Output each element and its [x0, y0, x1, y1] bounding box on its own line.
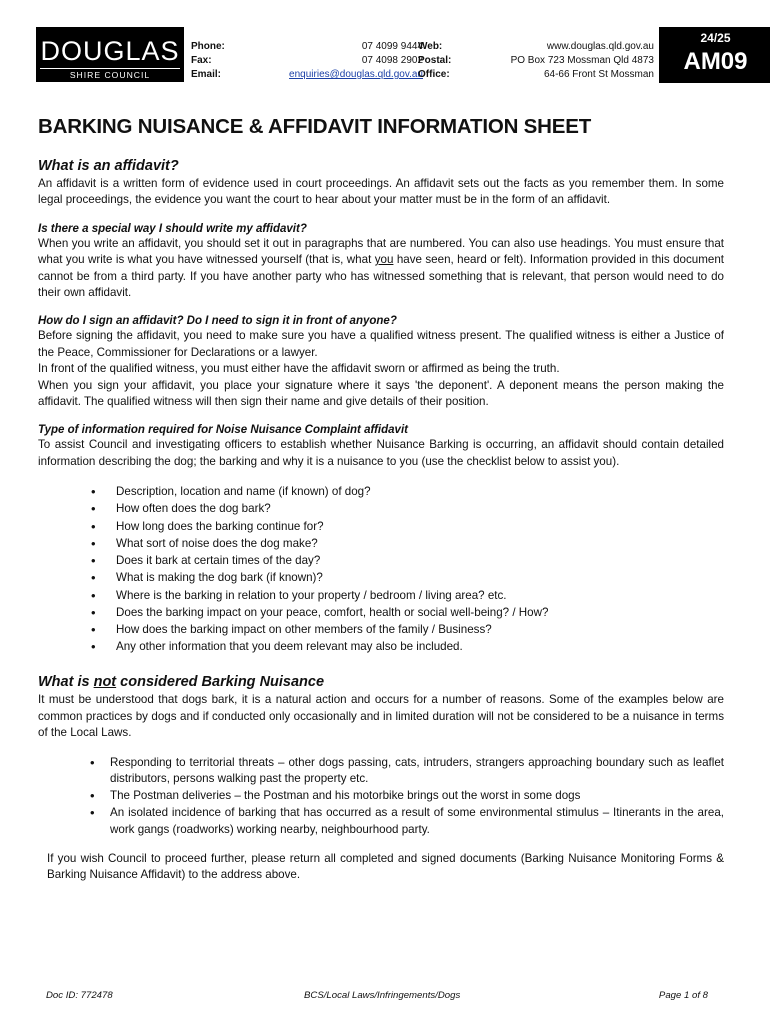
web-value: www.douglas.qld.gov.au: [546, 41, 654, 52]
section-heading-information-required: Type of information required for Noise Nuisance Complaint affidavit: [38, 424, 408, 437]
section-heading-not-nuisance: What is not considered Barking Nuisance: [38, 674, 325, 691]
doc-path: BCS/Local Laws/Infringements/Dogs: [304, 990, 461, 1001]
fax-row: [191, 54, 423, 68]
postal-row: [418, 54, 654, 68]
form-code: AM09: [683, 48, 748, 75]
phone-label: Phone:: [191, 41, 225, 52]
section-text-how-to-write: When you write an affidavit, you should set it out in paragraphs that are numbered. You can also use headings. You must ensure that what you write is what you have witnessed yourself (that is, what you have seen, heard or felt). Information provided in this document cannot be from a third party. If you have another party who has witnessed something that is relevant, that person would need to do their own affidavit.: [38, 236, 724, 300]
list-item: • Does the barking impact on your peace, comfort, health or social well-being? / How?: [116, 604, 724, 621]
phone-row: [191, 40, 423, 54]
page-title: BARKING NUISANCE & AFFIDAVIT INFORMATION SHEET: [38, 115, 592, 138]
list-item: • How does the barking impact on other members of the family / Business?: [116, 621, 724, 638]
fax-value: 07 4098 2902: [361, 55, 423, 66]
section-heading-affidavit: What is an affidavit?: [38, 158, 179, 174]
list-item: • The Postman deliveries – the Postman and his motorbike brings out the worst in some dogs: [110, 788, 724, 805]
phone-value: 07 4099 9444: [361, 41, 423, 52]
form-code-box: [659, 27, 770, 83]
examples-list: [38, 755, 724, 839]
document-body: [38, 110, 724, 883]
list-item: • What sort of noise does the dog make?: [116, 535, 724, 552]
web-row: [418, 40, 654, 54]
list-item: • An isolated incidence of barking that has occurred as a result of some environmental stimulus – Itinerants in the area, work gangs (roadworks) working nearby, neighbourhood party.: [110, 805, 724, 839]
douglas-shire-council-logo: [36, 27, 184, 82]
section-heading-how-to-write: Is there a special way I should write my affidavit?: [38, 222, 307, 235]
email-label: Email:: [191, 69, 222, 80]
logo-text-top: DOUGLAS: [40, 36, 180, 66]
fax-label: Fax:: [191, 55, 212, 66]
list-item: • What is making the dog bark (if known)?: [116, 569, 724, 586]
list-item: • Does it bark at certain times of the day?: [116, 552, 724, 569]
office-row: [418, 68, 654, 82]
section-text-sign-3: When you sign your affidavit, you place your signature where it says 'the deponent'. A deponent means the person making the affidavit. The qualified witness will then sign their name and give details of their position.: [38, 378, 724, 409]
logo-text-bottom: SHIRE COUNCIL: [40, 68, 180, 81]
postal-value: PO Box 723 Mossman Qld 4873: [510, 55, 654, 66]
list-item: • Responding to territorial threats – other dogs passing, cats, intruders, strangers approaching boundary such as leaflet distributors, persons walking past the property etc.: [110, 755, 724, 789]
email-link[interactable]: enquiries@douglas.qld.gov.au: [289, 69, 423, 80]
section-heading-how-to-sign: How do I sign an affidavit? Do I need to sign it in front of anyone?: [38, 315, 397, 328]
section-text-affidavit: An affidavit is a written form of evidence used in court proceedings. An affidavit sets out the facts as you remember them. In some legal proceedings, the evidence you want the court to hear about your matter must be in the form of an affidavit.: [38, 177, 724, 207]
list-item: • Where is the barking in relation to your property / bedroom / living area? etc.: [116, 587, 724, 604]
page-header: [36, 27, 770, 83]
section-text-not-nuisance: It must be understood that dogs bark, it is a natural action and occurs for a number of reasons. Some of the examples below are common practices by dogs and if conducted only occasionally and in limited duration will not be considered to be a nuisance in terms of the Local Laws.: [38, 693, 724, 740]
list-item: • How often does the dog bark?: [116, 500, 724, 517]
page-number: Page 1 of 8: [658, 990, 708, 1001]
form-year: 24/25: [700, 31, 731, 45]
email-row: [191, 68, 423, 82]
list-item: • Any other information that you deem relevant may also be included.: [116, 638, 724, 655]
contact-block-right: [418, 40, 654, 82]
section-text-sign-2: In front of the qualified witness, you must either have the affidavit sworn or affirmed as being the truth.: [38, 362, 560, 376]
checklist: [38, 483, 724, 655]
list-item: • Description, location and name (if known) of dog?: [116, 483, 724, 500]
list-item: • How long does the barking continue for?: [116, 518, 724, 535]
doc-id: Doc ID: 772478: [46, 990, 113, 1001]
closing-paragraph: If you wish Council to proceed further, please return all completed and signed documents (Barking Nuisance Monitoring Forms & Barking Nuisance Affidavit) to the address above.: [47, 851, 724, 881]
office-value: 64-66 Front St Mossman: [543, 69, 654, 80]
web-label: Web:: [418, 41, 443, 52]
section-text-information-required: To assist Council and investigating officers to establish whether Nuisance Barking is occurring, an affidavit should contain detailed information describing the dog; the barking and why it is a nuisance to you (use the checklist below to assist you).: [38, 438, 724, 468]
postal-label: Postal:: [418, 55, 452, 66]
office-label: Office:: [418, 69, 450, 80]
section-text-sign-1: Before signing the affidavit, you need to make sure you have a qualified witness present. The qualified witness is either a Justice of the Peace, Commissioner for Declarations or a lawyer.: [38, 329, 724, 359]
contact-block-left: [191, 40, 423, 82]
